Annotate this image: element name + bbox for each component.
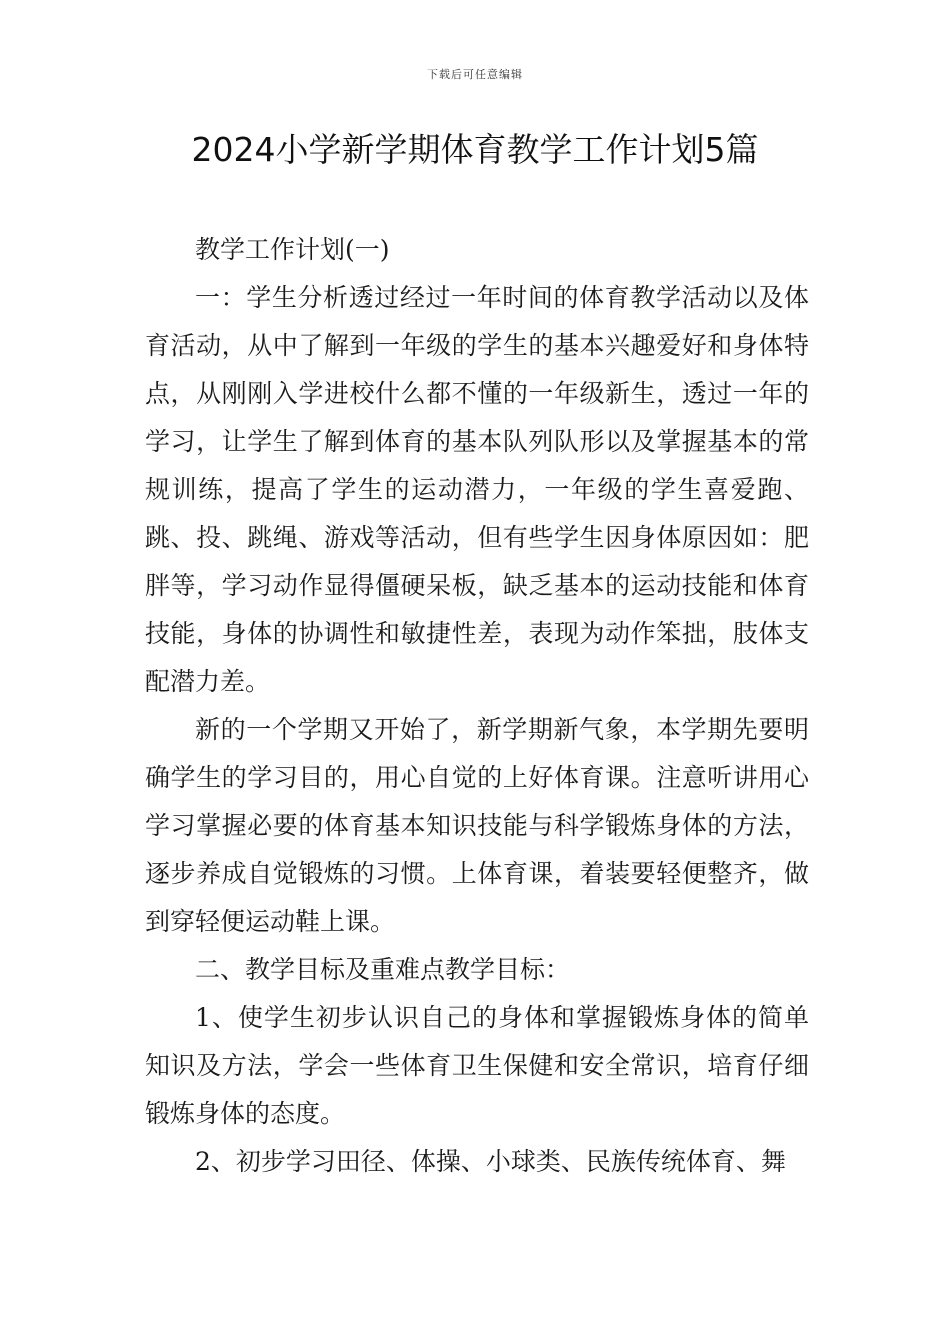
document-body	[145, 226, 809, 1186]
paragraph-goal-2: 2、初步学习田径、体操、小球类、民族传统体育、舞	[195, 1147, 786, 1176]
section-heading: 教学工作计划(一)	[195, 235, 390, 264]
document-title: 2024小学新学期体育教学工作计划5篇	[191, 130, 759, 169]
paragraph-student-analysis: 一：学生分析透过经过一年时间的体育教学活动以及体育活动，从中了解到一年级的学生的基本兴趣爱好和身体特点，从刚刚入学进校什么都不懂的一年级新生，透过一年的学习，让学生了解到体育的基本队列队形以及掌握基本的常规训练，提高了学生的运动潜力，一年级的学生喜爱跑、跳、投、跳绳、游戏等活动，但有些学生因身体原因如：肥胖等，学习动作显得僵硬呆板，缺乏基本的运动技能和体育技能，身体的协调性和敏捷性差，表现为动作笨拙，肢体支配潜力差。	[145, 283, 809, 696]
paragraph-new-semester: 新的一个学期又开始了，新学期新气象，本学期先要明确学生的学习目的，用心自觉的上好体育课。注意听讲用心学习掌握必要的体育基本知识技能与科学锻炼身体的方法，逐步养成自觉锻炼的习惯。上体育课，着装要轻便整齐，做到穿轻便运动鞋上课。	[145, 715, 809, 936]
paragraph-goal-1: 1、使学生初步认识自己的身体和掌握锻炼身体的简单知识及方法，学会一些体育卫生保健和安全常识，培育仔细锻炼身体的态度。	[145, 1003, 809, 1128]
paragraph-goals-heading: 二、教学目标及重难点教学目标：	[195, 955, 571, 984]
header-note: 下载后可任意编辑	[427, 68, 523, 81]
